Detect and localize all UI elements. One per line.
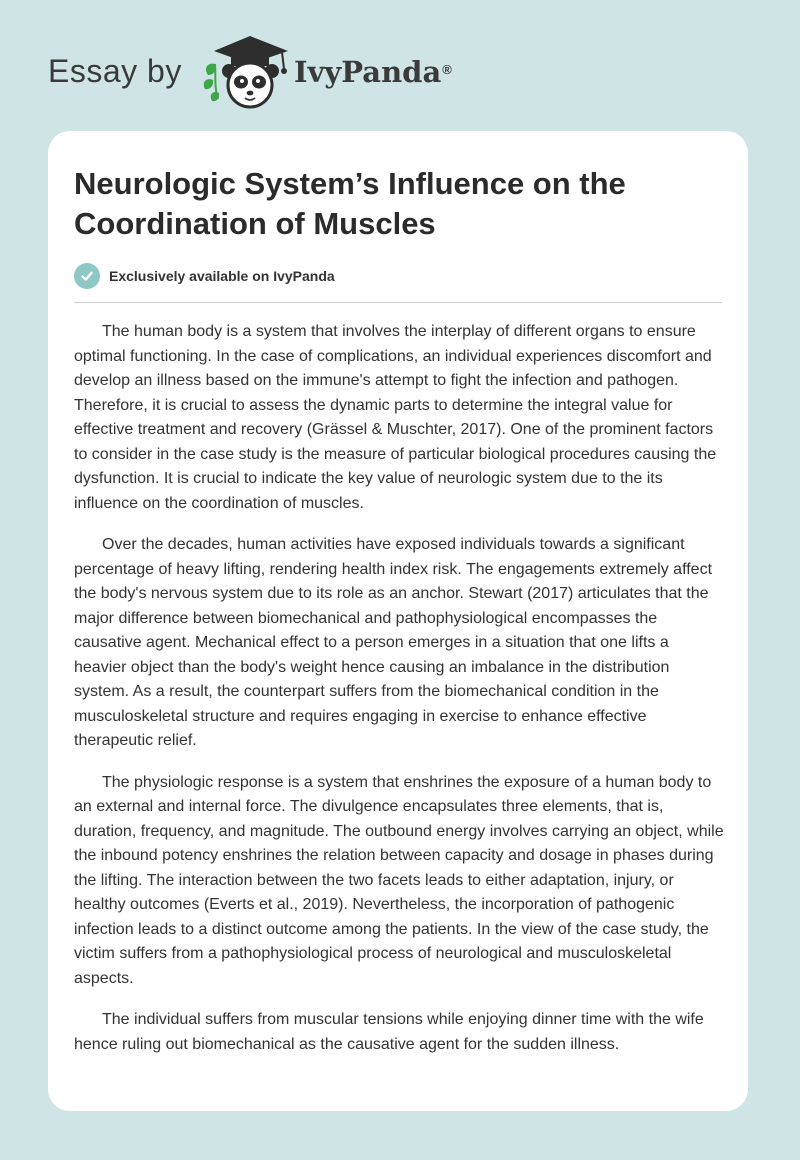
ivy-leaf-icon (204, 64, 219, 102)
exclusive-label: Exclusively available on IvyPanda (109, 268, 335, 284)
essay-paragraph: The physiologic response is a system that enshrines the exposure of a human body to an external and internal force. The divulgence encapsulates three elements, that is, duration, frequency, and magnitude. The outbound energy involves carrying an object, while the inbound potency enshrines the relation between capacity and dosage in phases during the lifting. The interaction between the two facets leads to either adaptation, injury, or healthy outcomes (Everts et al., 2019). Nevertheless, the incorporation of pathogenic infection leads to a distinct outcome among the patients. In the view of the case study, the victim suffers from a pathophysiological process of neurological and musculoskeletal aspects. (74, 773, 724, 987)
registered-mark: ® (442, 62, 452, 77)
essay-paragraph: The individual suffers from muscular tensions while enjoying dinner time with the wife hence ruling out biomechanical as the causative agent for the sudden illness. (74, 1011, 704, 1053)
brand-name[interactable] (294, 53, 452, 91)
check-icon (74, 263, 100, 289)
essay-by-label: Essay by (48, 53, 182, 89)
brand-name-text: IvyPanda (294, 55, 442, 89)
divider (74, 302, 722, 303)
essay-title: Neurologic System’s Influence on the Coordination of Muscles (74, 166, 626, 241)
panda-graduation-cap-logo[interactable] (202, 35, 292, 110)
essay-card (48, 131, 748, 1111)
exclusive-badge (74, 263, 335, 289)
essay-body (74, 320, 724, 1074)
site-header (0, 0, 800, 130)
essay-paragraph: The human body is a system that involves the interplay of different organs to ensure optimal functioning. In the case of complications, an individual experiences discomfort and develop an illness based on the immune's attempt to fight the infection and pathogen. Therefore, it is crucial to assess the dynamic parts to determine the integral value for effective treatment and recovery (Grässel & Muschter, 2017). One of the prominent factors to consider in the case study is the measure of particular biological procedures causing the dysfunction. It is crucial to indicate the key value of neurologic system due to the its influence on the coordination of muscles. (74, 323, 717, 512)
essay-paragraph: Over the decades, human activities have exposed individuals towards a significant percentage of heavy lifting, rendering health index risk. The engagements extremely affect the body's nervous system due to its role as an anchor. Stewart (2017) articulates that the major difference between biomechanical and pathophysiological encompasses the causative agent. Mechanical effect to a person emerges in a situation that one lifts a heavier object than the body's weight hence causing an imbalance in the distribution system. As a result, the counterpart suffers from the biomechanical condition in the musculoskeletal structure and requires engaging in exercise to enhance effective therapeutic relief. (74, 536, 713, 749)
